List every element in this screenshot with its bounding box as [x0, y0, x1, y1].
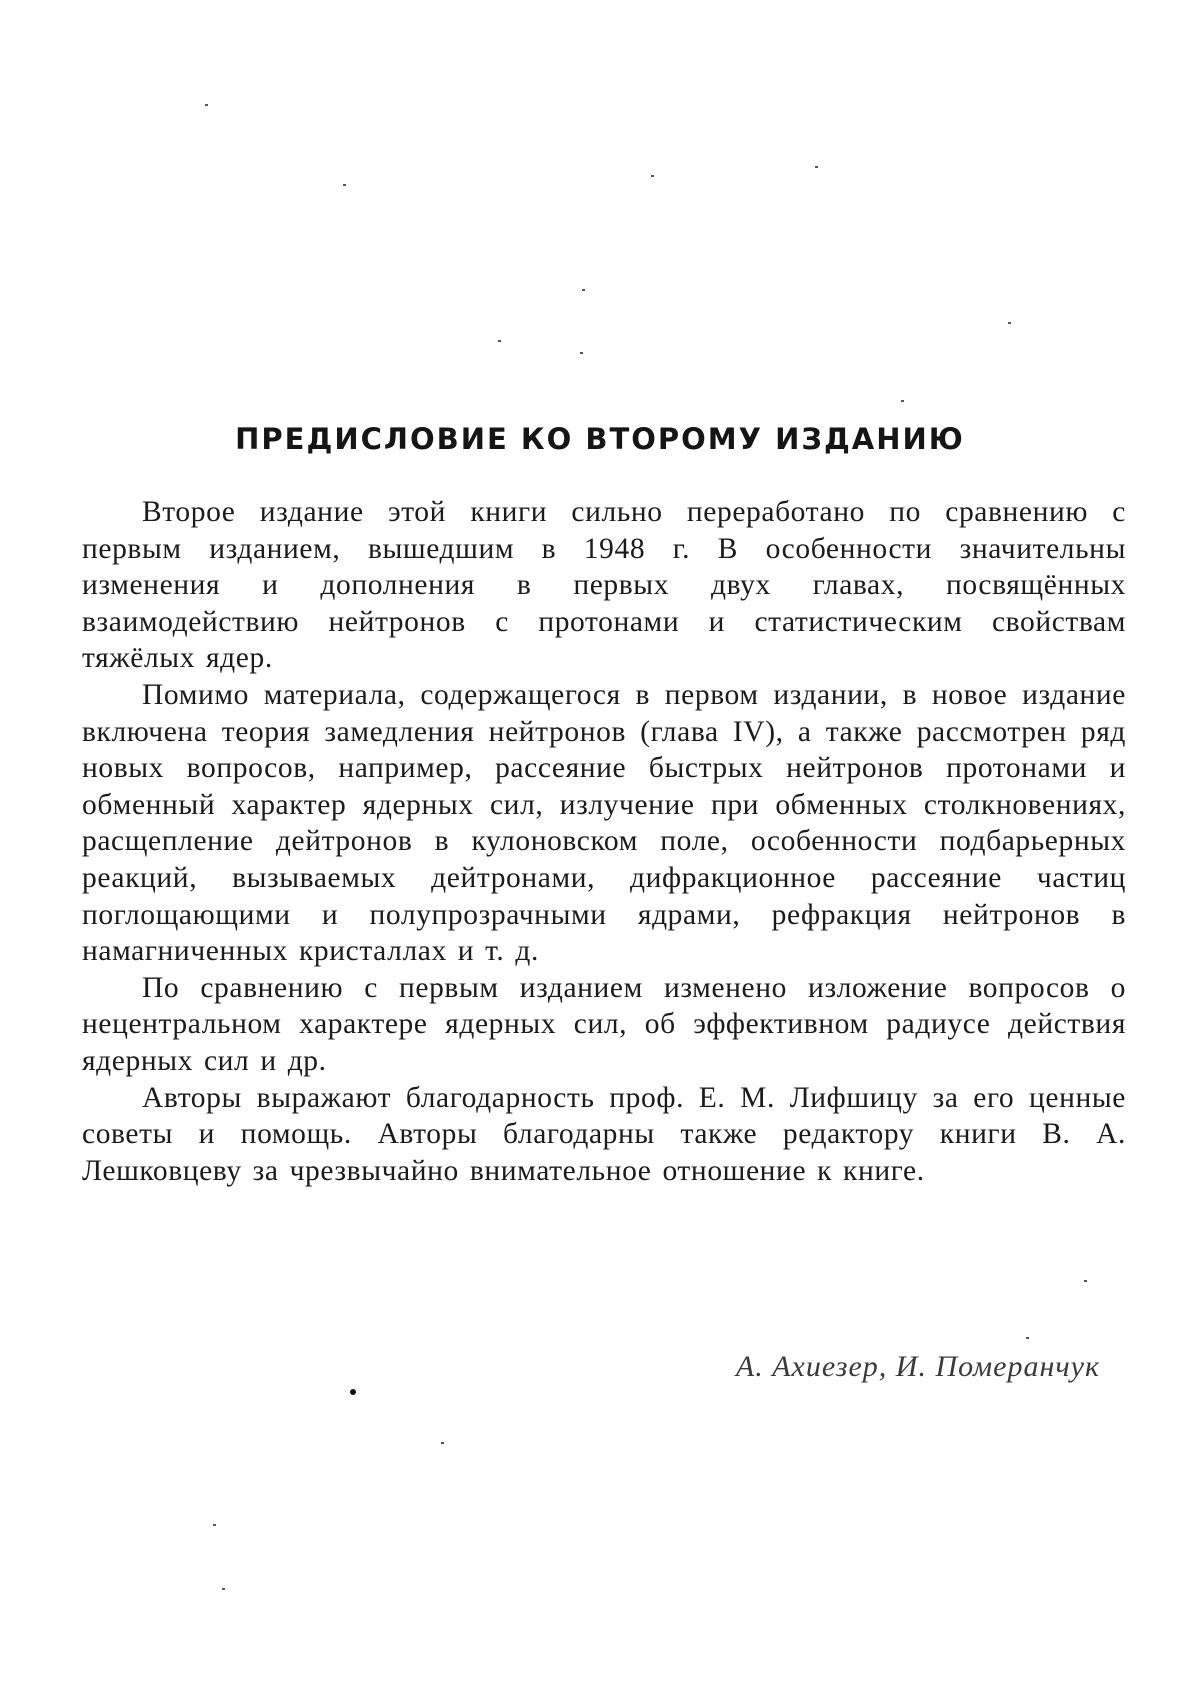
scan-speck: [498, 340, 501, 342]
paragraph: Помимо материала, содержащегося в первом издании, в новое издание включена теория замедления нейтронов (глава IV), а также рассмотрен ряд новых вопросов, например, рассеяние быстрых нейтронов протонами и обменный характер ядерных сил, излучение при обменных столкновениях, расщепление дейтронов в кулоновском поле, особенности подбарьерных реакций, вызываемых дейтронами, дифракционное рассеяние частиц поглощающими и полупрозрачными ядрами, рефракция нейтронов в намагниченных кристаллах и т. д.: [82, 678, 1126, 968]
scan-speck: [651, 175, 654, 177]
scan-speck: [1026, 1337, 1029, 1339]
scan-speck: [582, 289, 585, 291]
scan-speck: [441, 1442, 444, 1444]
scan-speck: [1084, 1280, 1087, 1282]
scan-speck: [901, 400, 904, 402]
paragraph: По сравнению с первым изданием изменено изложение вопросов о нецентральном характере ядерных сил, об эффективном радиусе действия ядерных сил и др.: [82, 971, 1126, 1077]
scan-speck: [213, 1524, 216, 1526]
preface-body: [82, 494, 1126, 1189]
scan-speck: [815, 166, 818, 168]
authors-signature: А. Ахиезер, И. Померанчук: [735, 1350, 1100, 1383]
scan-speck: [222, 1588, 225, 1590]
scan-speck: [1008, 322, 1011, 324]
paragraph: Второе издание этой книги сильно переработано по сравнению с первым изданием, вышедшим в 1948 г. В особенности значительны изменения и дополнения в первых двух главах, посвящённых взаимодействию нейтронов с протонами и статистическим свойствам тяжёлых ядер.: [82, 496, 1126, 675]
ink-dot: [350, 1389, 356, 1395]
paragraph: Авторы выражают благодарность проф. Е. М. Лифшицу за его ценные советы и помощь. Авторы благодарны также редактору книги В. А. Лешковцеву за чрезвычайно внимательное отношение к книге.: [82, 1081, 1126, 1187]
scan-speck: [343, 184, 346, 186]
scan-speck: [205, 104, 208, 106]
page-heading: ПРЕДИСЛОВИЕ КО ВТОРОМУ ИЗДАНИЮ: [235, 422, 965, 456]
scan-speck: [580, 352, 583, 354]
